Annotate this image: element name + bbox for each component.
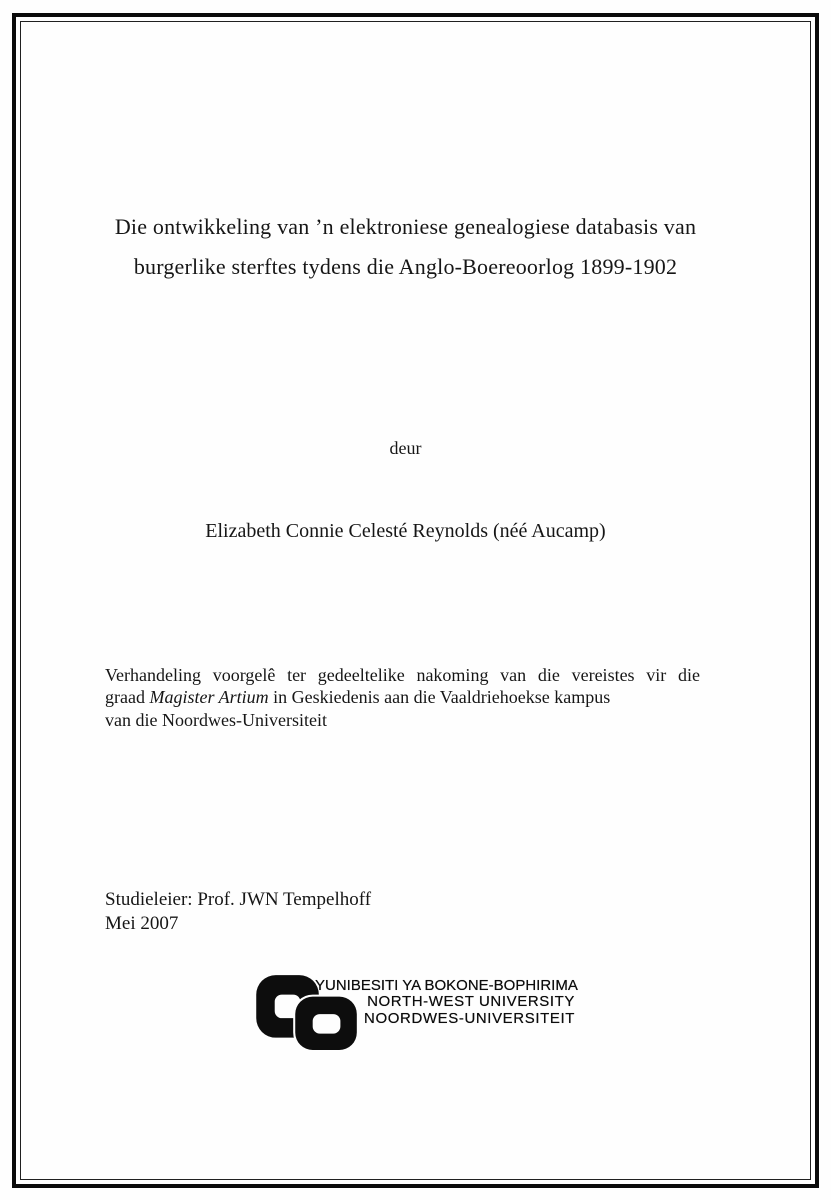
logo-text-afrikaans: NOORDWES-UNIVERSITEIT: [364, 1009, 575, 1027]
degree-statement: [105, 664, 700, 731]
logo-text-english: NORTH-WEST UNIVERSITY: [367, 993, 575, 1011]
degree-statement-line1: Verhandeling voorgelê ter gedeeltelike nakoming van die vereistes vir die: [105, 665, 700, 685]
degree-statement-line3: van die Noordwes-Universiteit: [105, 709, 327, 730]
degree-name-italic: Magister Artium: [149, 687, 269, 708]
degree-statement-line2: [105, 686, 700, 708]
degree-statement-line2-pre: graad: [105, 687, 150, 708]
thesis-title-line2: burgerlike sterftes tydens die Anglo-Boereoorlog 1899-1902: [133, 254, 678, 279]
byline: deur: [389, 438, 422, 458]
university-logo-text: [315, 977, 578, 1027]
thesis-title-line1: Die ontwikkeling van ’n elektroniese genealogiese databasis van: [114, 214, 697, 239]
supervisor-line: Studieleier: Prof. JWN Tempelhoff: [105, 889, 372, 910]
logo-text-setswana: YUNIBESITI YA BOKONE-BOPHIRIMA: [315, 977, 578, 994]
author-name: Elizabeth Connie Celesté Reynolds (néé Aucamp): [205, 520, 606, 542]
date-line: Mei 2007: [105, 913, 179, 934]
degree-statement-line2-post: in Geskiedenis aan die Vaaldriehoekse kampus: [268, 687, 611, 708]
